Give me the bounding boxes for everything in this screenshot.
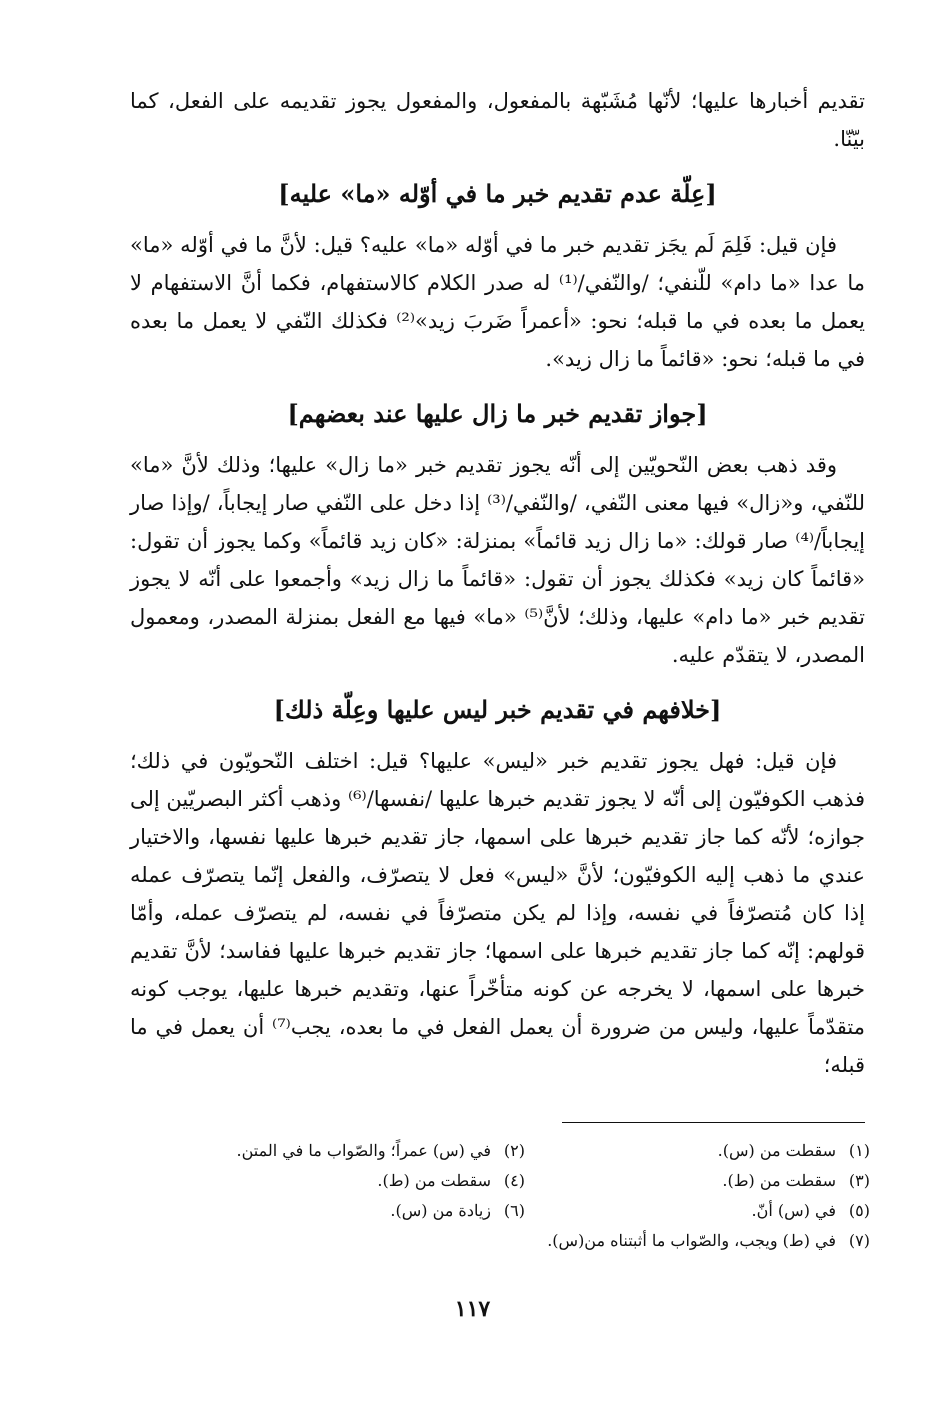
footnote-row bbox=[180, 1136, 870, 1166]
paragraph-1: فإن قيل: فَلِمَ لَم يجَز تقديم خبر ما في أوّله «ما» عليه؟ قيل: لأنَّ ما في أوّله «ما» ما عدا «ما دام» للّنفي؛ /والنّفي/⁽¹⁾ له صدر الكلام كالاستفهام، فكما أنَّ الاستفهام لا يعمل ما بعده في ما قبله؛ نحو: «أعمراً ضَربَ زيد»⁽²⁾ فكذلك النّفي لا يعمل ما بعده في ما قبله؛ نحو: «قائماً ما زال زيد». bbox=[130, 233, 866, 371]
page-number: ١١٧ bbox=[454, 1296, 491, 1322]
footnotes bbox=[180, 1136, 870, 1256]
section-heading-3: [خلافهم في تقديم خبر ليس عليها وعِلّة ذلك] bbox=[273, 695, 722, 724]
footnote-text: في (ط) ويجب، والصّواب ما أثبتناه من(س). bbox=[547, 1231, 836, 1250]
footnote-text: سقطت من (س). bbox=[717, 1141, 836, 1160]
footnote bbox=[525, 1166, 870, 1196]
paragraph-2: وقد ذهب بعض النّحويّين إلى أنّه يجوز تقديم خبر «ما زال» عليها؛ وذلك لأنَّ «ما» للنّفي، و«زال» فيها معنى النّفي، /والنّفي/⁽³⁾ إذا دخل على النّفي صار إيجاباً، /وإذا صار إيجاباً/⁽⁴⁾ صار قولك: «ما زال زيد قائماً» بمنزلة: «كان زيد قائماً» وكما يجوز أن تقول: «قائماً كان زيد» فكذلك يجوز أن تقول: «قائماً ما زال زيد» وأجمعوا على أنّه لا يجوز تقديم خبر «ما دام» عليها، وذلك؛ لأنَّ⁽⁵⁾ «ما» فيها مع الفعل بمنزلة المصدر، ومعمول المصدر، لا يتقدّم عليه. bbox=[130, 453, 865, 667]
footnote bbox=[525, 1196, 870, 1226]
section-heading-1: [عِلّة عدم تقديم خبر ما في أوّله «ما» عليه] bbox=[278, 179, 717, 208]
footnote bbox=[515, 1226, 870, 1256]
footnote-divider bbox=[562, 1122, 865, 1123]
section-heading-2: [جواز تقديم خبر ما زال عليها عند بعضهم] bbox=[287, 399, 708, 428]
paragraph-3: فإن قيل: فهل يجوز تقديم خبر «ليس» عليها؟ قيل: اختلف النّحويّون في ذلك؛ فذهب الكوفيّون إلى أنّه لا يجوز تقديم خبرها عليها /نفسها/⁽⁶⁾ وذهب أكثر البصريّين إلى جوازه؛ لأنّه كما جاز تقديم خبرها على اسمها، جاز تقديم خبرها عليها نفسها، والاختيار عندي ما ذهب إليه الكوفيّون؛ لأنَّ «ليس» فعل لا يتصرّف، والفعل إنّما يتصرّف عمله إذا كان مُتصرّفاً في نفسه، وإذا لم يكن متصرّفاً في نفسه، لم يتصرّف عمله، وأمّا قولهم: إنّه كما جاز تقديم خبرها على اسمها؛ جاز تقديم خبرها عليها ففاسد؛ لأنَّ تقديم خبرها على اسمها، لا يخرجه عن كونه متأخّراً عنها، وتقديم خبرها عليها، يوجب كونه متقدّماً عليها، وليس من ضرورة أن يعمل الفعل في ما بعده، يجب⁽⁷⁾ أن يعمل في ما قبله؛ bbox=[130, 749, 866, 1077]
footnote-number: (١) bbox=[848, 1141, 870, 1160]
footnote-number: (٤) bbox=[503, 1171, 525, 1190]
footnote-number: (٥) bbox=[848, 1201, 870, 1220]
footnote-number: (٣) bbox=[848, 1171, 870, 1190]
paragraph-continuation: تقديم أخبارها عليها؛ لأنّها مُشَبّهة بالمفعول، والمفعول يجوز تقديمه على الفعل، كما بيّنّا. bbox=[130, 89, 865, 151]
footnote-row bbox=[180, 1226, 870, 1256]
footnote-text: في (س) أنّ. bbox=[751, 1201, 836, 1220]
footnote-row bbox=[180, 1166, 870, 1196]
footnote-text: سقطت من (ط). bbox=[377, 1171, 491, 1190]
footnote-text: سقطت من (ط). bbox=[722, 1171, 836, 1190]
footnote-text: في (س) عمراً؛ والصّواب ما في المتن. bbox=[236, 1141, 491, 1160]
footnote bbox=[180, 1196, 525, 1226]
footnote bbox=[180, 1166, 525, 1196]
page-body bbox=[130, 82, 865, 1084]
footnote-text: زيادة من (س). bbox=[390, 1201, 491, 1220]
footnote bbox=[525, 1136, 870, 1166]
footnote bbox=[180, 1136, 525, 1166]
footnote-row bbox=[180, 1196, 870, 1226]
footnote-number: (٦) bbox=[503, 1201, 525, 1220]
footnote-number: (٧) bbox=[848, 1231, 870, 1250]
footnote-number: (٢) bbox=[503, 1141, 525, 1160]
